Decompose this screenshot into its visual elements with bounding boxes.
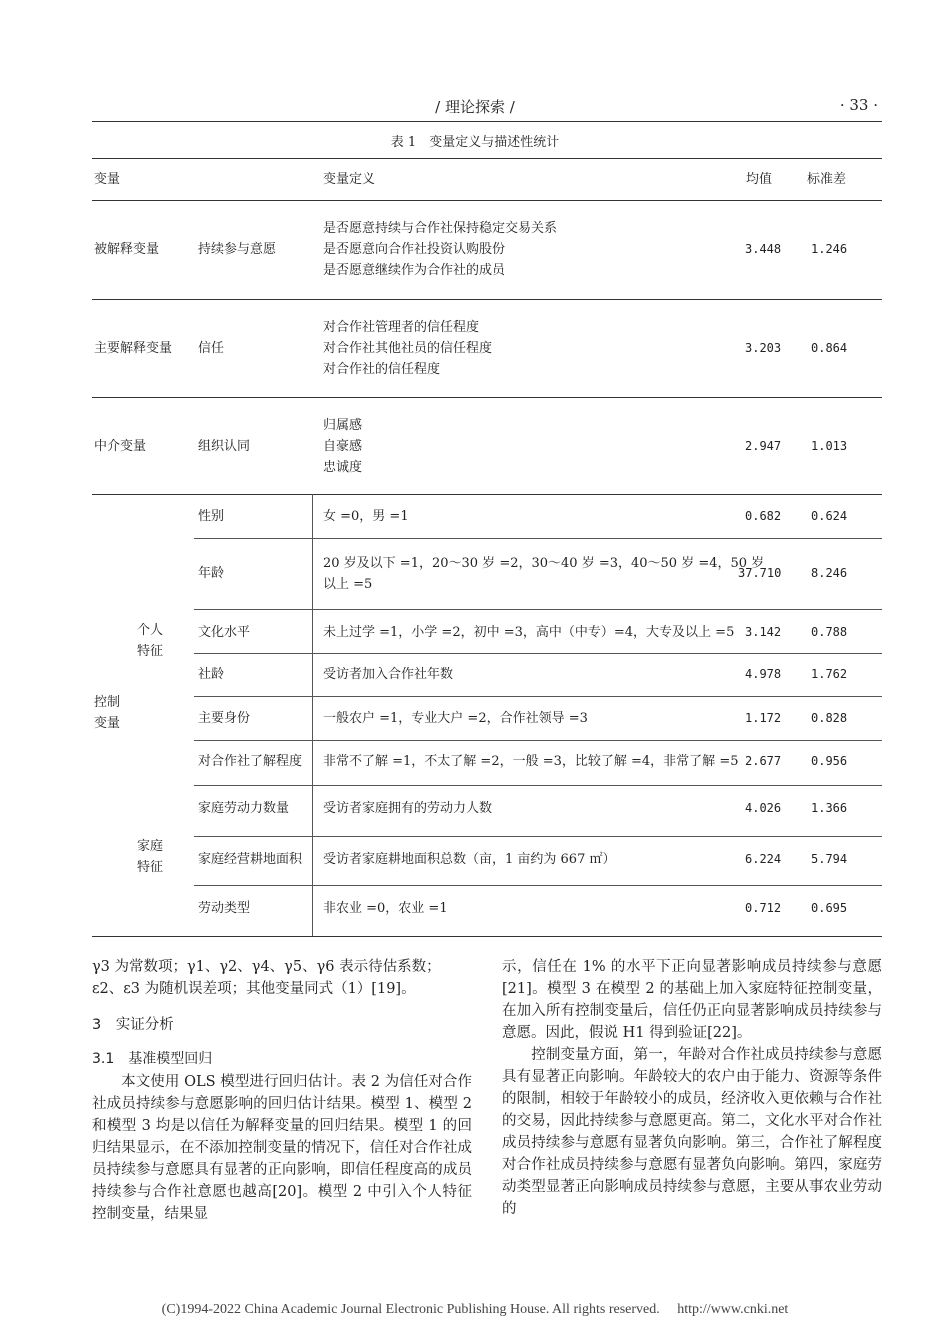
row-def: 是否愿意向合作社投资认购股份: [323, 242, 506, 257]
row-def: 非常不了解 =1，不太了解 =2，一般 =3，比较了解 =4，非常了解 =5: [323, 754, 739, 769]
table-row-rule: [92, 397, 882, 398]
row-sd: 0.956: [811, 754, 848, 768]
row-def: 自豪感: [323, 439, 363, 454]
row-sd: 5.794: [811, 852, 848, 866]
subsection-heading: 3.1 基准模型回归: [92, 1051, 213, 1067]
row-def: 受访者家庭耕地面积总数（亩，1 亩约为 667 ㎡）: [323, 852, 616, 867]
table-inner-rule: [194, 538, 882, 539]
col-header-mean: 均值: [746, 172, 773, 187]
row-sd: 0.624: [811, 509, 848, 523]
table-header-rule: [92, 200, 882, 201]
table-bottom-rule: [92, 936, 882, 937]
row-def: 以上 =5: [323, 577, 373, 592]
row-def: 对合作社管理者的信任程度: [323, 320, 480, 335]
row-mean: 1.172: [745, 711, 782, 725]
row-name: 社龄: [198, 667, 225, 682]
row-def: 一般农户 =1，专业大户 =2，合作社领导 =3: [323, 711, 588, 726]
row-def: 受访者家庭拥有的劳动力人数: [323, 801, 493, 816]
row-mean: 2.677: [745, 754, 782, 768]
table-row-rule: [92, 299, 882, 300]
group-dependent: 被解释变量: [94, 242, 160, 257]
row-name: 组织认同: [198, 439, 251, 454]
row-sd: 0.864: [811, 341, 848, 355]
table-inner-rule: [194, 885, 882, 886]
table-inner-rule: [194, 836, 882, 837]
row-def: 对合作社的信任程度: [323, 362, 441, 377]
row-sd: 1.013: [811, 439, 848, 453]
body-paragraph: 本文使用 OLS 模型进行回归估计。表 2 为信任对合作社成员持续参与意愿影响的回归估计结果。模型 1、模型 2 和模型 3 均是以信任为解释变量的回归结果。模型 1 的回归结果显示，在不添加控制变量的情况下，信任对合作社成员持续参与意愿具有显著的正向影响，即信任程度高的成员持续参与合作社意愿也越高[20]。模型 2 中引入个人特征控制变量，结果显: [92, 1074, 472, 1222]
group-personal: 个人特征: [137, 623, 164, 659]
section-heading: 3 实证分析: [92, 1017, 174, 1033]
row-mean: 4.026: [745, 801, 782, 815]
table-row-rule: [92, 494, 882, 495]
row-def: 20 岁及以下 =1，20～30 岁 =2，30～40 岁 =3，40～50 岁 =4，50 岁: [323, 556, 765, 571]
body-paragraph: 控制变量方面，第一，年龄对合作社成员持续参与意愿具有显著正向影响。年龄较大的农户由于能力、资源等条件的限制，相较于年龄较小的成员，经济收入更依赖与合作社的交易，因此持续参与意愿更高。第二，文化水平对合作社成员持续参与意愿有显著负向影响。第三，合作社了解程度对合作社成员持续参与意愿有显著负向影响。第四，家庭劳动类型显著正向影响成员持续参与意愿，主要从事农业劳动的: [502, 1047, 882, 1217]
group-family: 家庭特征: [137, 839, 164, 875]
row-sd: 0.788: [811, 625, 848, 639]
header-rule: [92, 121, 882, 122]
equation-note-line: γ3 为常数项；γ1、γ2、γ4、γ5、γ6 表示待估系数；: [92, 959, 441, 975]
col-header-def: 变量定义: [323, 172, 376, 187]
page-number: · 33 ·: [839, 96, 878, 114]
row-mean: 4.978: [745, 667, 782, 681]
table-top-rule: [92, 158, 882, 159]
row-mean: 3.142: [745, 625, 782, 639]
row-mean: 0.682: [745, 509, 782, 523]
row-name: 年龄: [198, 566, 225, 581]
row-def: 非农业 =0，农业 =1: [323, 901, 448, 916]
table-col-rule: [312, 494, 313, 936]
row-name: 持续参与意愿: [198, 242, 277, 257]
col-header-var: 变量: [94, 172, 121, 187]
copyright-footer: (C)1994-2022 China Academic Journal Electronic Publishing House. All rights reserved. http://www.cnki.net: [161, 1302, 789, 1317]
table-inner-rule: [194, 696, 882, 697]
row-mean: 6.224: [745, 852, 782, 866]
row-name: 家庭经营耕地面积: [198, 852, 303, 867]
table-inner-rule: [194, 609, 882, 610]
row-def: 归属感: [323, 418, 363, 433]
running-header: / 理论探索 /: [435, 98, 515, 116]
row-def: 未上过学 =1，小学 =2，初中 =3，高中（中专）=4，大专及以上 =5: [323, 625, 735, 640]
row-name: 信任: [198, 341, 225, 356]
group-main: 主要解释变量: [94, 341, 173, 356]
row-mean: 0.712: [745, 901, 782, 915]
row-def: 是否愿意持续与合作社保持稳定交易关系: [323, 221, 558, 236]
row-name: 主要身份: [198, 711, 251, 726]
table-inner-rule: [194, 740, 882, 741]
row-sd: 0.695: [811, 901, 848, 915]
row-def: 忠诚度: [323, 460, 363, 475]
table-inner-rule: [194, 785, 882, 786]
row-def: 对合作社其他社员的信任程度: [323, 341, 493, 356]
row-sd: 1.246: [811, 242, 848, 256]
row-def: 是否愿意继续作为合作社的成员: [323, 263, 506, 278]
row-mean: 3.448: [745, 242, 782, 256]
row-def: 受访者加入合作社年数: [323, 667, 454, 682]
row-name: 性别: [198, 509, 225, 524]
row-sd: 8.246: [811, 566, 848, 580]
group-control: 控制变量: [94, 695, 121, 731]
table-caption: 表 1 变量定义与描述性统计: [390, 135, 560, 150]
row-sd: 1.762: [811, 667, 848, 681]
row-def: 女 =0，男 =1: [323, 509, 409, 524]
col-header-sd: 标准差: [807, 172, 847, 187]
body-paragraph: 示，信任在 1% 的水平下正向显著影响成员持续参与意愿[21]。模型 3 在模型 2 的基础上加入家庭特征控制变量，在加入所有控制变量后，信任仍正向显著影响成员持续参与意愿。因此，假说 H1 得到验证[22]。: [502, 959, 882, 1041]
row-mean: 2.947: [745, 439, 782, 453]
row-sd: 1.366: [811, 801, 848, 815]
table-inner-rule: [194, 653, 882, 654]
equation-note-line: ε2、ε3 为随机误差项；其他变量同式（1）[19]。: [92, 981, 416, 997]
row-name: 文化水平: [198, 625, 251, 640]
row-name: 对合作社了解程度: [198, 754, 303, 769]
row-mean: 37.710: [738, 566, 782, 580]
row-name: 家庭劳动力数量: [198, 801, 290, 816]
row-sd: 0.828: [811, 711, 848, 725]
group-mediator: 中介变量: [94, 439, 147, 454]
row-name: 劳动类型: [198, 901, 251, 916]
row-mean: 3.203: [745, 341, 782, 355]
